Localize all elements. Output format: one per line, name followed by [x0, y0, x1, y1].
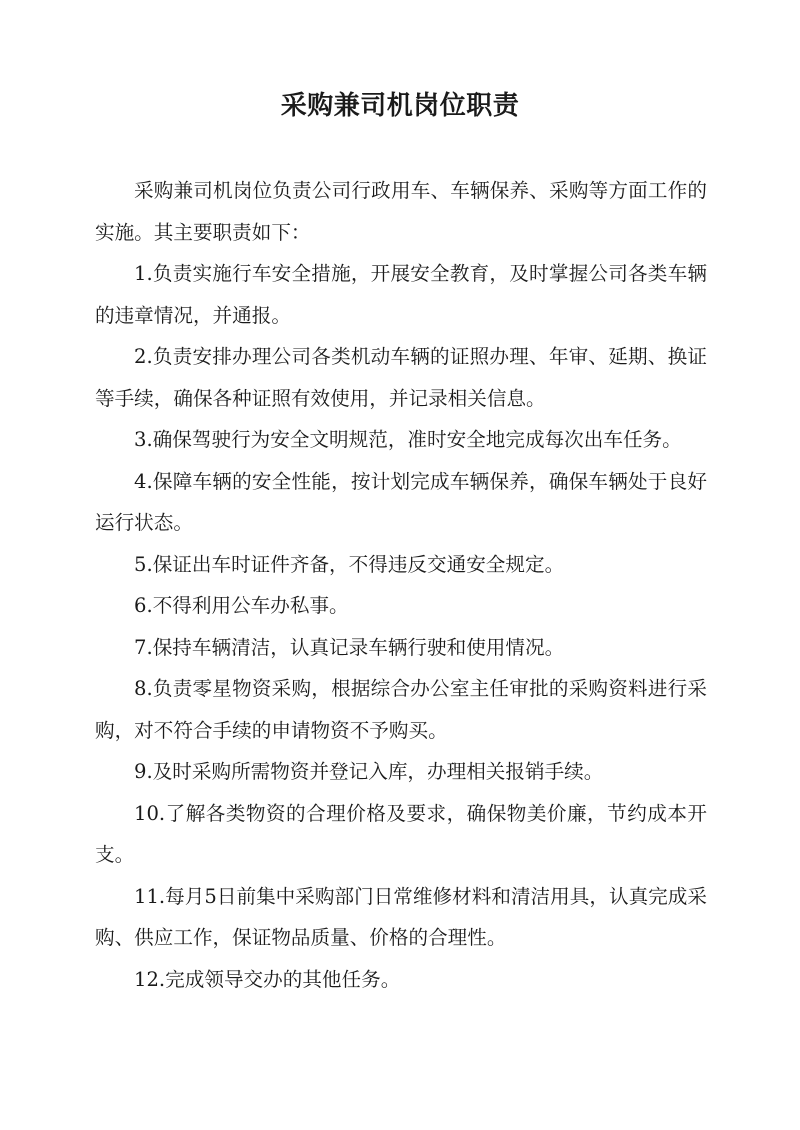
duty-item-5: 5.保证出车时证件齐备，不得违反交通安全规定。 — [134, 552, 565, 576]
duty-item-7: 7.保持车辆清洁，认真记录车辆行驶和使用情况。 — [134, 635, 565, 659]
duty-item-11: 11.每月5日前集中采购部门日常维修材料和清洁用具，认真完成采购、供应工作，保证物品质量、价格的合理性。 — [95, 884, 707, 949]
duty-item-8: 8.负责零星物资采购，根据综合办公室主任审批的采购资料进行采购，对不符合手续的申请物资不予购买。 — [95, 677, 707, 742]
duty-item-4: 4.保障车辆的安全性能，按计划完成车辆保养，确保车辆处于良好运行状态。 — [95, 469, 707, 534]
duty-item-1: 1.负责实施行车安全措施，开展安全教育，及时掌握公司各类车辆的违章情况，并通报。 — [95, 262, 707, 327]
duty-item-6: 6.不得利用公车办私事。 — [134, 594, 349, 617]
duty-item-2: 2.负责安排办理公司各类机动车辆的证照办理、年审、延期、换证等手续，确保各种证照有效使用，并记录相关信息。 — [95, 345, 707, 410]
duty-item-3: 3.确保驾驶行为安全文明规范，准时安全地完成每次出车任务。 — [134, 428, 682, 451]
duty-item-10: 10.了解各类物资的合理价格及要求，确保物美价廉，节约成本开支。 — [95, 801, 707, 866]
intro-paragraph: 采购兼司机岗位负责公司行政用车、车辆保养、采购等方面工作的实施。其主要职责如下： — [95, 179, 707, 244]
duty-item-9: 9.及时采购所需物资并登记入库，办理相关报销手续。 — [134, 760, 604, 783]
duty-item-12: 12.完成领导交办的其他任务。 — [134, 967, 401, 991]
document-body — [95, 170, 707, 1000]
document-title: 采购兼司机岗位职责 — [280, 91, 520, 121]
